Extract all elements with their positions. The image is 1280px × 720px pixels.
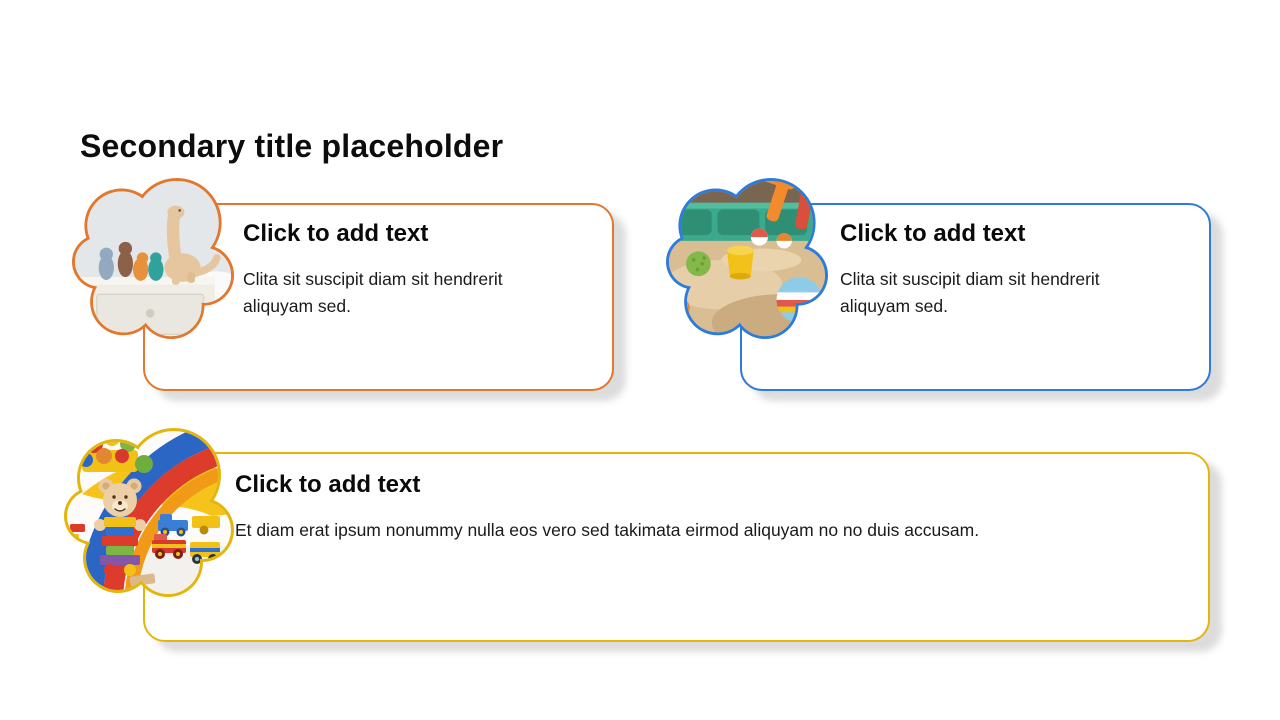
- card-body-text[interactable]: Clita sit suscipit diam sit hendrerit aliquyam sed.: [243, 269, 503, 316]
- card-plush-toys: [143, 203, 614, 391]
- card-body-text[interactable]: Clita sit suscipit diam sit hendrerit aliquyam sed.: [840, 269, 1100, 316]
- card-heading-placeholder[interactable]: Click to add text: [840, 220, 1026, 247]
- slide-title-placeholder[interactable]: Secondary title placeholder: [80, 128, 504, 164]
- card-heading-placeholder[interactable]: Click to add text: [235, 471, 421, 498]
- card-wooden-toys: [143, 452, 1210, 642]
- card-content: [143, 452, 1210, 544]
- card-content: [740, 203, 1211, 320]
- card-heading-placeholder[interactable]: Click to add text: [243, 220, 429, 247]
- card-content: [143, 203, 614, 320]
- card-sandbox: [740, 203, 1211, 391]
- card-body-text[interactable]: Et diam erat ipsum nonummy nulla eos vero sed takimata eirmod aliquyam no no duis accusam.: [235, 520, 980, 540]
